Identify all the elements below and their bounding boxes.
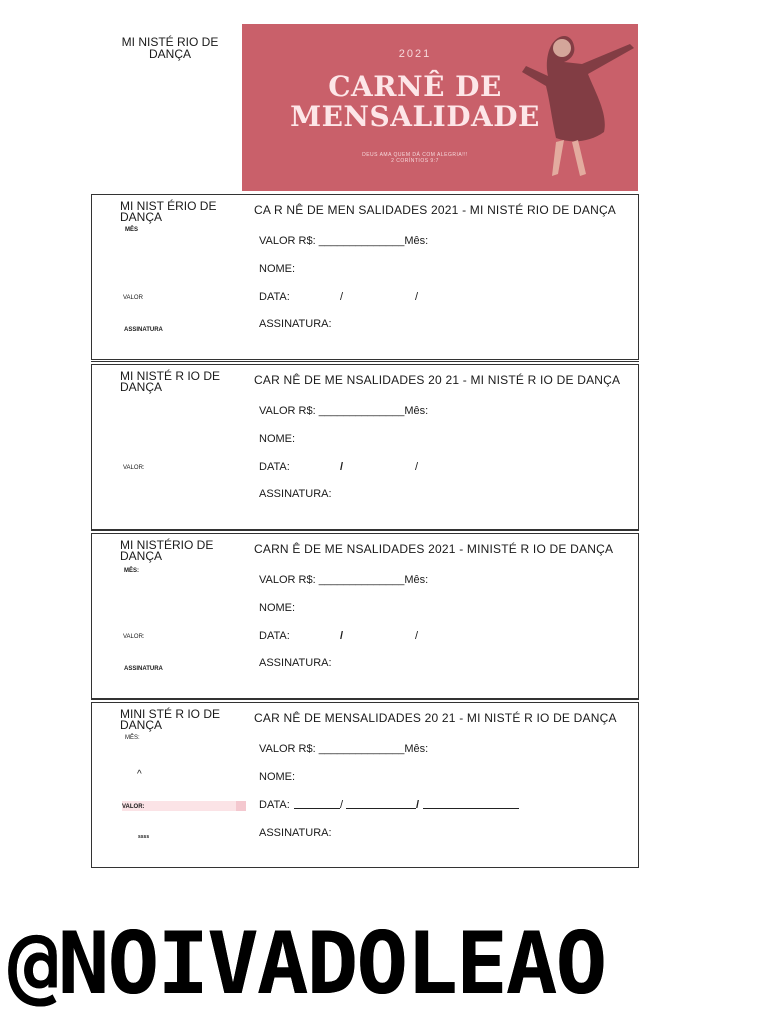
data-field[interactable]: DATA: bbox=[259, 291, 290, 303]
data-field[interactable]: DATA: bbox=[259, 630, 290, 642]
stub-valor-label: VALOR bbox=[123, 295, 143, 301]
coupon-heading: CAR NÊ DE ME NSALIDADES 20 21 - MI NISTÉ R IO DE DANÇA bbox=[254, 373, 621, 387]
coupon-heading: CA R NÊ DE MEN SALIDADES 2021 - MI NISTÉ RIO DE DANÇA bbox=[254, 203, 617, 217]
cover-banner bbox=[242, 24, 638, 191]
stub-title: MINI STÉ R IO DE DANÇA bbox=[120, 707, 221, 732]
stub-caret-mark: ^ bbox=[137, 769, 142, 780]
date-separator: / bbox=[340, 630, 344, 642]
stub-mes-label: MÊS bbox=[125, 227, 139, 233]
stub-valor-label: VALOR: bbox=[122, 804, 145, 810]
date-separator: / bbox=[340, 461, 344, 473]
data-field[interactable]: DATA: bbox=[259, 461, 290, 473]
data-field[interactable]: DATA: bbox=[259, 799, 290, 811]
date-separator: / bbox=[415, 630, 419, 642]
date-separator: / bbox=[416, 799, 420, 811]
nome-field[interactable]: NOME: bbox=[259, 771, 296, 783]
banner-year: 2021 bbox=[398, 48, 432, 60]
valor-field[interactable]: VALOR R$: ______________Mês: bbox=[259, 235, 429, 247]
dancer-illustration bbox=[512, 24, 638, 191]
date-separator: / bbox=[415, 461, 419, 473]
assinatura-field[interactable]: ASSINATURA: bbox=[259, 488, 332, 500]
assinatura-field[interactable]: ASSINATURA: bbox=[259, 318, 332, 330]
valor-field[interactable]: VALOR R$: ______________Mês: bbox=[259, 405, 429, 417]
valor-field[interactable]: VALOR R$: ______________Mês: bbox=[259, 574, 429, 586]
date-separator: / bbox=[415, 291, 419, 303]
stub-title: MI NISTÉRIO DE DANÇA bbox=[120, 538, 214, 563]
month-line bbox=[346, 808, 416, 809]
stub-mes-label: MÊS: bbox=[125, 735, 140, 741]
coupon-heading: CARN Ê DE ME NSALIDADES 2021 - MINISTÉ R IO DE DANÇA bbox=[254, 542, 614, 556]
valor-field[interactable]: VALOR R$: ______________Mês: bbox=[259, 743, 429, 755]
banner-title-line1: CARNÊ DE bbox=[328, 70, 502, 103]
stub-valor-label: VALOR: bbox=[123, 465, 145, 471]
date-separator: / bbox=[340, 799, 344, 811]
stub-assinatura-label: ASSINATURA bbox=[124, 666, 163, 672]
stub-assinatura-label: ssss bbox=[138, 834, 150, 840]
year-line bbox=[423, 808, 519, 809]
banner-sub-line1: DEUS AMA QUEM DÁ COM ALEGRIA!!! bbox=[362, 152, 468, 158]
banner-title-line2: MENSALIDADE bbox=[290, 100, 540, 133]
watermark-handle: @NOIVADOLEAO bbox=[8, 914, 606, 1014]
stub-highlight-box bbox=[236, 801, 246, 811]
nome-field[interactable]: NOME: bbox=[259, 602, 296, 614]
stub-mes-label: MÊS: bbox=[124, 568, 139, 574]
stub-title: MI NIST ÉRIO DE DANÇA bbox=[120, 199, 217, 224]
nome-field[interactable]: NOME: bbox=[259, 263, 296, 275]
stub-valor-label: VALOR: bbox=[123, 634, 145, 640]
coupon-4 bbox=[91, 702, 639, 868]
stub-assinatura-label: ASSINATURA bbox=[124, 327, 163, 333]
top-label: MI NISTÉ RIO DE DANÇA bbox=[121, 35, 219, 61]
assinatura-field[interactable]: ASSINATURA: bbox=[259, 827, 332, 839]
date-separator: / bbox=[340, 291, 344, 303]
assinatura-field[interactable]: ASSINATURA: bbox=[259, 657, 332, 669]
coupon-2 bbox=[91, 364, 639, 530]
day-line bbox=[294, 808, 340, 809]
nome-field[interactable]: NOME: bbox=[259, 433, 296, 445]
coupon-1 bbox=[91, 194, 639, 360]
banner-sub-line2: 2 CORÍNTIOS 9:7 bbox=[391, 158, 439, 164]
coupon-3 bbox=[91, 533, 639, 699]
coupon-heading: CAR NÊ DE MENSALIDADES 20 21 - MI NISTÉ R IO DE DANÇA bbox=[254, 711, 617, 725]
stub-title: MI NISTÉ R IO DE DANÇA bbox=[120, 369, 221, 394]
